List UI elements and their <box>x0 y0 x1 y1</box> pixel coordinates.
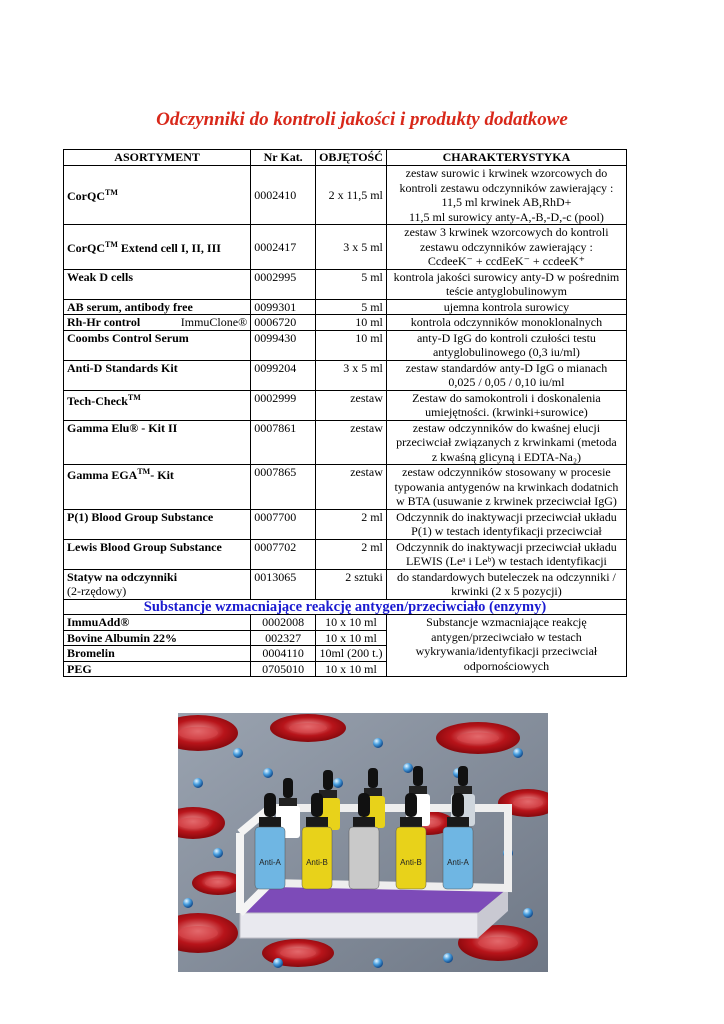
header-assortment: ASORTYMENT <box>64 150 251 166</box>
cat-number-cell: 0013065 <box>251 569 316 599</box>
characteristics-line: wykrywania/identyfikacji przeciwciał <box>415 644 598 658</box>
characteristics-line: CcdeeK⁻ + ccdEeK⁻ + ccdeeK⁺ <box>427 254 585 268</box>
volume-cell: 10 x 10 ml <box>316 615 387 631</box>
product-name-cell: ImmuAdd® <box>64 615 251 631</box>
table-header-row <box>64 150 627 166</box>
header-cat-number: Nr Kat. <box>251 150 316 166</box>
characteristics-line: Zestaw do samokontroli i doskonalenia <box>412 390 601 405</box>
blue-droplet <box>213 848 223 858</box>
characteristics-line: teście antyglobulinowym <box>445 284 567 298</box>
product-name-cell: PEG <box>64 661 251 677</box>
product-name: P(1) Blood Group Substance <box>67 509 214 524</box>
characteristics-cell <box>386 509 626 539</box>
cat-number-cell: 0006720 <box>251 315 316 331</box>
table-row <box>64 330 627 360</box>
cat-number-cell: 0007700 <box>251 509 316 539</box>
volume-cell: 10 x 10 ml <box>316 630 387 646</box>
section-title: Substancje wzmacniające reakcję antygen/przeciwciało (enzymy) <box>64 599 627 615</box>
product-name-cell <box>64 509 251 539</box>
characteristics-line: krwinki (2 x 5 pozycji) <box>451 584 562 598</box>
table-row <box>64 166 627 225</box>
volume-cell: zestaw <box>316 420 387 465</box>
cat-number-cell: 0705010 <box>251 661 316 677</box>
bottle-label: Anti-B <box>400 858 422 867</box>
cat-number-cell: 0099430 <box>251 330 316 360</box>
cat-number-cell: 0007702 <box>251 539 316 569</box>
product-name-cell <box>64 330 251 360</box>
product-name: AB serum, antibody free <box>67 299 193 314</box>
volume-cell: 10ml (200 t.) <box>316 646 387 662</box>
characteristics-cell <box>386 465 626 510</box>
table-row <box>64 390 627 420</box>
products-body <box>64 166 627 677</box>
enhancer-characteristics-cell <box>386 615 626 677</box>
blue-droplet <box>513 748 523 758</box>
volume-cell: 10 x 10 ml <box>316 661 387 677</box>
section-row <box>64 599 627 615</box>
product-name-cell <box>64 269 251 299</box>
volume-cell: 10 ml <box>316 330 387 360</box>
blue-droplet <box>523 908 533 918</box>
characteristics-line: zestaw 3 krwinek wzorcowych do kontroli <box>404 225 609 239</box>
header-characteristics: CHARAKTERYSTYKA <box>386 150 626 166</box>
volume-cell: 3 x 5 ml <box>316 225 387 270</box>
characteristics-cell <box>386 225 626 270</box>
cat-number-cell: 0099301 <box>251 299 316 315</box>
product-name-cell <box>64 299 251 315</box>
volume-cell: 10 ml <box>316 315 387 331</box>
table-row <box>64 509 627 539</box>
volume-cell: 5 ml <box>316 269 387 299</box>
blue-droplet <box>193 778 203 788</box>
characteristics-line: antyglobulinowego (0,3 iu/ml) <box>432 345 580 359</box>
characteristics-line: zestaw standardów anty-D IgG o mianach <box>405 360 608 375</box>
table-row <box>64 360 627 390</box>
table-row <box>64 299 627 315</box>
volume-cell: 2 x 11,5 ml <box>316 166 387 225</box>
characteristics-line: anty-D IgG do kontroli czułości testu <box>416 330 596 345</box>
characteristics-line: przeciwciał związanych z krwinkami (metoda <box>396 435 617 449</box>
characteristics-cell <box>386 269 626 299</box>
blue-droplet <box>263 768 273 778</box>
trademark-mark: TM <box>137 467 151 476</box>
blue-droplet <box>333 778 343 788</box>
blue-droplet <box>233 748 243 758</box>
cat-number-cell: 0002410 <box>251 166 316 225</box>
blue-droplet <box>443 953 453 963</box>
cat-number-cell: 002327 <box>251 630 316 646</box>
product-name: Rh-Hr control <box>67 315 141 329</box>
product-name-cell <box>64 465 251 510</box>
characteristics-line: 11,5 ml surowicy anty-A,-B,-D,-c (pool) <box>409 209 604 224</box>
trademark-mark: TM <box>105 188 118 198</box>
characteristics-cell <box>386 299 626 315</box>
product-name: Gamma Elu® - Kit II <box>67 420 178 435</box>
characteristics-line: kontroli zestawu odczynników zawierający : <box>399 180 614 195</box>
product-name: Tech-Check <box>67 393 128 408</box>
characteristics-cell <box>386 420 626 465</box>
product-name-cell <box>64 390 251 420</box>
table-row <box>64 569 627 599</box>
product-name-cell <box>64 420 251 465</box>
volume-cell: zestaw <box>316 390 387 420</box>
product-name: Gamma EGA <box>67 468 138 482</box>
product-brand: ImmuClone® <box>180 315 248 329</box>
table-row <box>64 539 627 569</box>
table-row <box>64 315 627 331</box>
characteristics-cell <box>386 166 626 225</box>
characteristics-line: P(1) w testach identyfikacji przeciwciał <box>411 524 602 538</box>
page-title: Odczynniki do kontroli jakości i produkty dodatkowe <box>156 109 568 130</box>
characteristics-line: Odczynnik do inaktywacji przeciwciał układu <box>396 509 617 524</box>
product-subtitle: (2-rzędowy) <box>67 584 127 598</box>
cat-number-cell: 0002008 <box>251 615 316 631</box>
table-row <box>64 269 627 299</box>
cat-number-cell: 0002417 <box>251 225 316 270</box>
characteristics-cell <box>386 360 626 390</box>
characteristics-cell <box>386 539 626 569</box>
characteristics-line: ujemna kontrola surowicy <box>443 299 570 314</box>
cat-number-cell: 0004110 <box>251 646 316 662</box>
product-photo <box>178 713 548 972</box>
product-name-suffix: - Kit <box>150 468 174 482</box>
product-name: Lewis Blood Group Substance <box>67 539 222 554</box>
product-name: Statyw na odczynniki <box>67 569 178 584</box>
product-name: CorQC <box>67 241 105 255</box>
product-name: Anti-D Standards Kit <box>67 360 178 375</box>
product-name-suffix: Extend cell I, II, III <box>117 241 221 255</box>
blue-droplet <box>183 898 193 908</box>
characteristics-line: Odczynnik do inaktywacji przeciwciał układu <box>396 539 617 554</box>
product-name-cell <box>64 360 251 390</box>
bottle-label: Anti-A <box>259 858 281 867</box>
product-name: CorQC <box>67 189 105 204</box>
characteristics-line: LEWIS (Leᵃ i Leᵇ) w testach identyfikacji <box>405 554 607 568</box>
product-name-cell: Bromelin <box>64 646 251 662</box>
characteristics-cell <box>386 315 626 331</box>
characteristics-line: w BTA (usuwanie z krwinek przeciwciał IgG) <box>395 494 617 508</box>
characteristics-line: antygen/przeciwciało w testach <box>431 629 582 644</box>
cat-number-cell: 0007861 <box>251 420 316 465</box>
characteristics-line: Substancje wzmacniające reakcję <box>426 615 587 629</box>
characteristics-line: typowania antygenów na krwinkach dodatnich <box>394 479 619 494</box>
product-name-cell <box>64 225 251 270</box>
product-name: Weak D cells <box>67 269 133 284</box>
product-name-cell: Bovine Albumin 22% <box>64 630 251 646</box>
characteristics-line: do standardowych buteleczek na odczynniki / <box>396 569 616 584</box>
volume-cell: 2 sztuki <box>316 569 387 599</box>
characteristics-line: zestaw odczynników stosowany w procesie <box>402 465 611 479</box>
characteristics-line: zestawu odczynników zawierający : <box>419 239 593 254</box>
characteristics-line: umiejętności. (krwinki+surowice) <box>425 405 588 419</box>
characteristics-line: 11,5 ml krwinek AB,RhD+ <box>441 195 572 209</box>
bottle-label: Anti-A <box>447 858 469 867</box>
volume-cell: 2 ml <box>316 509 387 539</box>
trademark-mark: TM <box>127 392 141 402</box>
characteristics-line: z kwaśną glicyną i EDTA-Na₂) <box>431 449 582 464</box>
volume-cell: 3 x 5 ml <box>316 360 387 390</box>
cat-number-cell: 0002995 <box>251 269 316 299</box>
header-volume: OBJĘTOŚĆ <box>316 150 387 166</box>
blue-droplet <box>373 738 383 748</box>
product-name-cell <box>64 166 251 225</box>
blue-droplet <box>403 763 413 773</box>
cat-number-cell: 0099204 <box>251 360 316 390</box>
characteristics-cell <box>386 569 626 599</box>
characteristics-line: kontrola odczynników monoklonalnych <box>410 315 603 329</box>
table-row <box>64 420 627 465</box>
characteristics-line: 0,025 / 0,05 / 0,10 iu/ml <box>448 375 565 389</box>
table-row <box>64 465 627 510</box>
table-row <box>64 615 627 631</box>
characteristics-line: zestaw odczynników do kwaśnej elucji <box>412 420 601 435</box>
characteristics-cell <box>386 330 626 360</box>
product-name-cell <box>64 539 251 569</box>
volume-cell: zestaw <box>316 465 387 510</box>
products-table <box>63 149 627 677</box>
volume-cell: 5 ml <box>316 299 387 315</box>
product-name-cell <box>64 569 251 599</box>
product-name: Coombs Control Serum <box>67 330 189 345</box>
blue-droplet <box>373 958 383 968</box>
characteristics-cell <box>386 390 626 420</box>
characteristics-line: zestaw surowic i krwinek wzorcowych do <box>405 166 608 180</box>
volume-cell: 2 ml <box>316 539 387 569</box>
trademark-mark: TM <box>105 240 118 249</box>
cat-number-cell: 0002999 <box>251 390 316 420</box>
characteristics-line: kontrola jakości surowicy anty-D w pośrednim <box>393 269 620 284</box>
cat-number-cell: 0007865 <box>251 465 316 510</box>
product-name-cell <box>64 315 251 331</box>
bottle-label: Anti-B <box>306 858 328 867</box>
characteristics-line: odpornościowych <box>463 658 550 673</box>
blue-droplet <box>273 958 283 968</box>
table-row <box>64 225 627 270</box>
